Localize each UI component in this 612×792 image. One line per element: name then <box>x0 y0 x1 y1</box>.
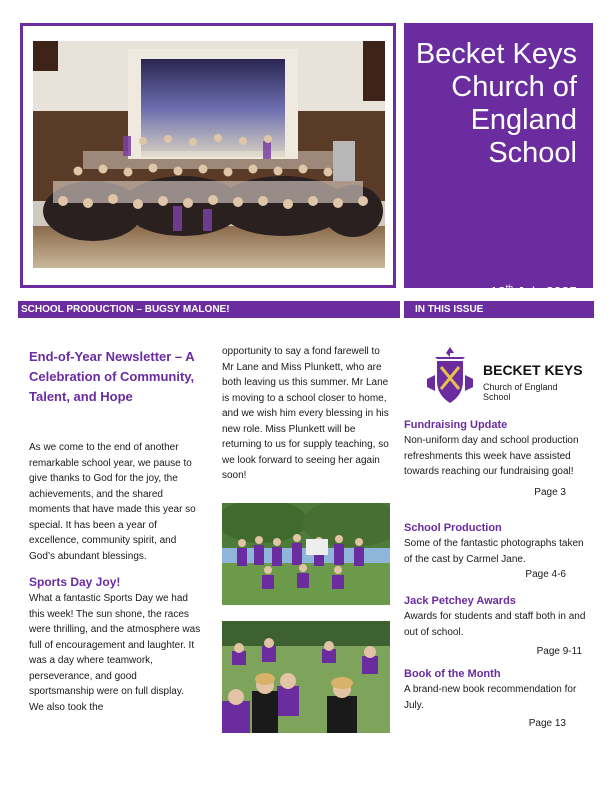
date-suffix: th <box>505 283 514 293</box>
issue-item-book-of-month <box>404 667 594 731</box>
sports-day-photo-1 <box>222 503 390 605</box>
issue-item-production <box>404 521 594 582</box>
issue-item-title: School Production <box>404 522 502 534</box>
school-crest-icon <box>425 345 475 409</box>
sports-day-text: What a fantastic Sports Day we had this week! The sun shone, the races were thrilling, and the atmosphere was full of encouragement and laughter. It was a day where teamwork, perseverance, and good sportsmanship were on full display. We also took the <box>29 593 201 713</box>
issue-item-title: Fundraising Update <box>404 419 508 431</box>
logo-school-name: BECKET KEYS <box>483 362 583 378</box>
issue-item-jack-petchey <box>404 594 594 659</box>
issue-item-fundraising <box>404 418 594 500</box>
issue-item-page: Page 3 <box>534 486 566 498</box>
school-name: Becket Keys Church of England School <box>415 38 577 169</box>
issue-item-title: Jack Petchey Awards <box>404 595 516 607</box>
issue-item-description: Non-uniform day and school production refreshments this week have assisted towards reaching our fundraising goal! <box>404 435 579 477</box>
article-headline: End-of-Year Newsletter – A Celebration of Community, Talent, and Hope <box>29 349 195 404</box>
date-rest: July 2025 <box>517 283 577 300</box>
hero-photo-frame <box>20 23 396 288</box>
issue-item-description: Some of the fantastic photographs taken of the cast by Carmel Jane. <box>404 538 584 565</box>
issue-date <box>490 283 577 300</box>
issue-item-page: Page 13 <box>528 718 566 729</box>
date-day: 18 <box>490 283 506 300</box>
section-bar-production: SCHOOL PRODUCTION – BUGSY MALONE! <box>18 301 400 318</box>
issue-item-page: Page 9-11 <box>536 646 582 657</box>
issue-item-page: Page 4-6 <box>525 569 566 580</box>
section-bar-in-this-issue: IN THIS ISSUE <box>404 301 594 318</box>
production-cast-photo <box>33 41 385 268</box>
sports-day-heading: Sports Day Joy! <box>29 575 121 589</box>
logo-subtitle: Church of England School <box>483 382 558 402</box>
issue-item-description: A brand-new book recommendation for July. <box>404 684 577 711</box>
school-logo <box>425 345 585 409</box>
masthead <box>404 23 593 300</box>
article-intro: As we come to the end of another remarkable school year, we pause to give thanks to God for the joy, the achievements, and the shared moments that have made this year so special. It has been a year of excellence, community spirit, and God’s abundant blessings. <box>29 442 196 562</box>
sports-day-photo-2 <box>222 621 390 733</box>
article-continued-text: opportunity to say a fond farewell to Mr Lane and Miss Plunkett, who are both leaving us this summer. Mr Lane is moving to a school closer to home, and we wish him every blessing in his new role. Miss Plunkett will be returning to us for supply teaching, so we look forward to seeing her again soon! <box>222 346 389 481</box>
issue-item-title: Book of the Month <box>404 668 501 680</box>
issue-item-description: Awards for students and staff both in and out of school. <box>404 611 586 638</box>
